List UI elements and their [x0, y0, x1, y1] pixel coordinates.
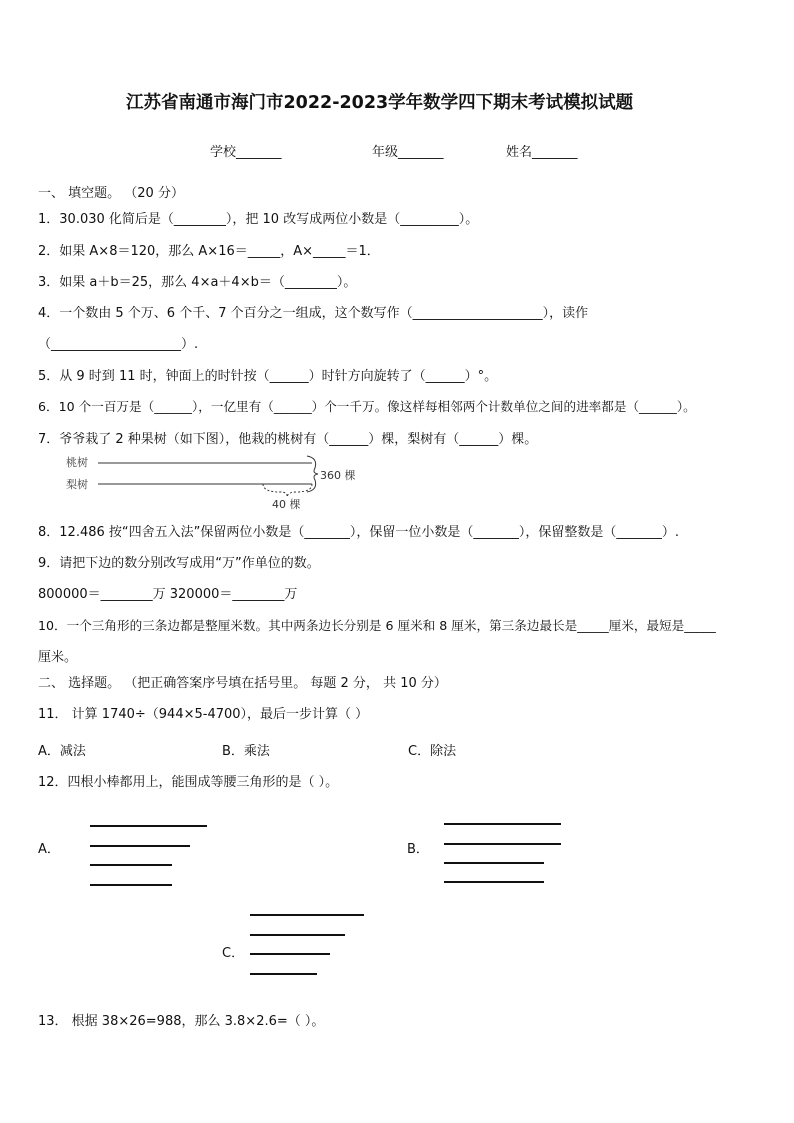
stick-c1 [250, 914, 364, 916]
question-10: 10．一个三角形的三条边都是整厘米数。其中两条边长分别是 6 厘米和 8 厘米，第三条边最长是_____厘米，最短是_____ [38, 618, 716, 633]
page-title: 江苏省南通市海门市2022-2023学年数学四下期末考试模拟试题 [126, 93, 634, 113]
q12-option-b-label: B． [407, 842, 429, 857]
q12-option-c-label: C． [222, 946, 245, 961]
stick-b2 [444, 843, 561, 845]
question-4: 4．一个数由 5 个万、6 个千、7 个百分之一组成，这个数写作（____________________），读作 [38, 306, 589, 321]
question-11: 11． 计算 1740÷（944×5-4700），最后一步计算（ ） [38, 707, 369, 722]
q11-option-c: C．除法 [408, 744, 457, 759]
grade-field: 年级_______ [372, 145, 444, 160]
question-2: 2．如果 A×8＝120，那么 A×16＝_____，A×_____＝1． [38, 244, 380, 259]
question-9: 9．请把下边的数分别改写成用“万”作单位的数。 [38, 556, 320, 571]
difference-label: 40 棵 [272, 498, 301, 511]
difference-brace [263, 484, 312, 497]
question-3: 3．如果 a＋b＝25，那么 4×a＋4×b＝（________）。 [38, 275, 357, 290]
total-brace [307, 456, 318, 492]
q11-option-a: A．减法 [38, 744, 86, 759]
question-8: 8．12.486 按“四舍五入法”保留两位小数是（_______），保留一位小数是（_______），保留整数是（_______）. [38, 525, 679, 540]
question-5: 5．从 9 时到 11 时，钟面上的时针按（______）时针方向旋转了（______）°。 [38, 369, 498, 384]
q11-option-b: B．乘法 [222, 744, 270, 759]
question-10-continued: 厘米。 [38, 650, 78, 665]
question-1: 1．30.030 化简后是（________），把 10 改写成两位小数是（_________）。 [38, 212, 479, 227]
label-pear: 梨树 [66, 478, 88, 491]
stick-b4 [444, 881, 544, 883]
question-4-continued: （____________________）. [38, 337, 199, 352]
question-13: 13． 根据 38×26=988，那么 3.8×2.6=（ ）。 [38, 1014, 325, 1029]
stick-c3 [250, 953, 330, 955]
stick-c4 [250, 973, 317, 975]
name-field: 姓名_______ [506, 145, 578, 160]
stick-b3 [444, 862, 544, 864]
question-12: 12．四根小棒都用上，能围成等腰三角形的是（ ）。 [38, 775, 339, 790]
school-field: 学校_______ [210, 145, 282, 160]
question-6: 6．10 个一百万是（______），一亿里有（______）个一千万。像这样每相邻两个计数单位之间的进率都是（______）。 [38, 399, 696, 414]
total-label: 360 棵 [320, 469, 356, 482]
section-1-heading: 一、 填空题。 （20 分） [38, 186, 184, 201]
question-7: 7．爷爷栽了 2 种果树（如下图），他栽的桃树有（______）棵，梨树有（______）棵。 [38, 432, 538, 447]
stick-a4 [90, 884, 172, 886]
stick-a3 [90, 864, 172, 866]
section-2-heading: 二、 选择题。 （把正确答案序号填在括号里。 每题 2 分， 共 10 分） [38, 676, 447, 691]
stick-b1 [444, 823, 561, 825]
stick-c2 [250, 934, 345, 936]
question-9-numbers: 800000＝________万 320000＝________万 [38, 587, 298, 602]
stick-a2 [90, 845, 190, 847]
stick-a1 [90, 825, 207, 827]
label-peach: 桃树 [66, 456, 88, 469]
fruit-tree-diagram [60, 452, 370, 514]
q12-option-a-label: A． [38, 842, 60, 857]
